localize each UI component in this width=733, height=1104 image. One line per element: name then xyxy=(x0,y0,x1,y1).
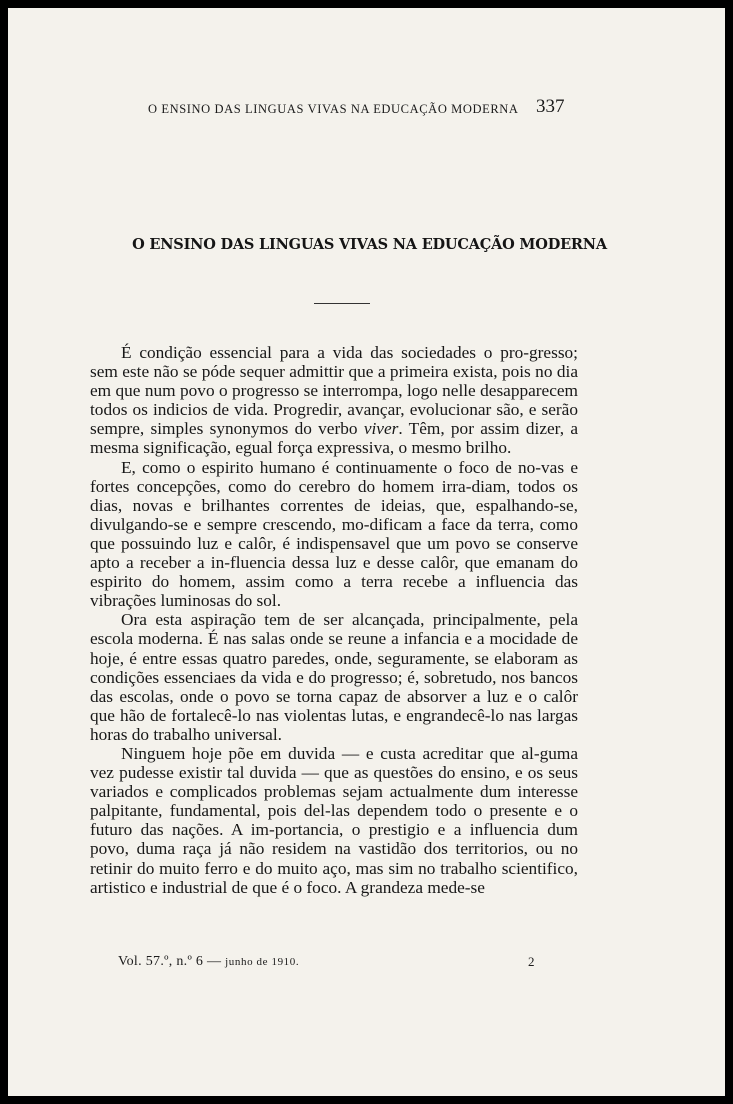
page-footer xyxy=(8,954,725,978)
paragraph-text: . Têm, por assim dizer, a mesma significação, egual força expressiva, o mesmo brilho. xyxy=(90,419,578,458)
running-title: O ENSINO DAS LINGUAS VIVAS NA EDUCAÇÃO MODERNA xyxy=(148,102,519,116)
volume-date: junho de 1910. xyxy=(225,956,300,968)
title-divider xyxy=(314,303,370,304)
document-page xyxy=(8,8,725,1096)
italic-word: viver xyxy=(363,419,399,439)
volume-prefix: Vol. xyxy=(118,954,142,969)
page-number: 337 xyxy=(536,96,565,117)
article-title: O ENSINO DAS LINGUAS VIVAS NA EDUCAÇÃO MODERNA xyxy=(132,236,607,253)
sheet-mark: 2 xyxy=(528,954,535,969)
volume-info xyxy=(118,954,299,970)
running-header xyxy=(8,96,725,126)
volume-number: 57.º, n.º 6 — xyxy=(145,954,222,969)
paragraph: E, como o espirito humano é continuamente o foco de no-vas e fortes concepções, como do cerebro do homem irra-diam, todos os dias, novas e brilhantes correntes de ideias, que, espalhando-se, divulgando-se e sempre crescendo, mo-dificam a face da terra, como que possuindo luz e calôr, é indispensavel que um povo se conserve apto a receber a in-fluencia dessa luz e desse calôr, que emanam do espirito do homem, assim como a terra recebe a influencia das vibrações luminosas do sol. xyxy=(90,457,578,611)
article-body xyxy=(90,343,578,897)
paragraph xyxy=(90,343,578,458)
paragraph: Ora esta aspiração tem de ser alcançada, principalmente, pela escola moderna. É nas salas onde se reune a infancia e a mocidade de hoje, é entre essas quatro paredes, onde, seguramente, se elaboram as condições essenciaes da vida e do progresso; é, sobretudo, nos bancos das escolas, onde o povo se torna capaz de absorver a luz e o calôr que hão de fortalecê-lo nas violentas lutas, e engrandecê-lo nas largas horas do trabalho universal. xyxy=(90,610,578,744)
paragraph: Ninguem hoje põe em duvida — e custa acreditar que al-guma vez pudesse existir tal duvida — que as questões do ensino, e os seus variados e complicados problemas sejam actualmente dum interesse palpitante, fundamental, pois del-las dependem todo o presente e o futuro das nações. A im-portancia, o prestigio e a influencia dum povo, duma raça já não residem na vastidão dos territorios, ou no retinir do muito ferro e do muito aço, mas sim no trabalho scientifico, artistico e industrial de que é o foco. A grandeza mede-se xyxy=(90,743,578,897)
paragraph-text: É condição essencial para a vida das sociedades o pro-gresso; sem este não se póde sequer admittir que a primeira exista, pois no dia em que num povo o progresso se interrompa, logo nelle desapparecem todos os indicios de vida. Progredir, avançar, evolucionar são, e serão sempre, simples synonymos do verbo xyxy=(90,343,578,439)
